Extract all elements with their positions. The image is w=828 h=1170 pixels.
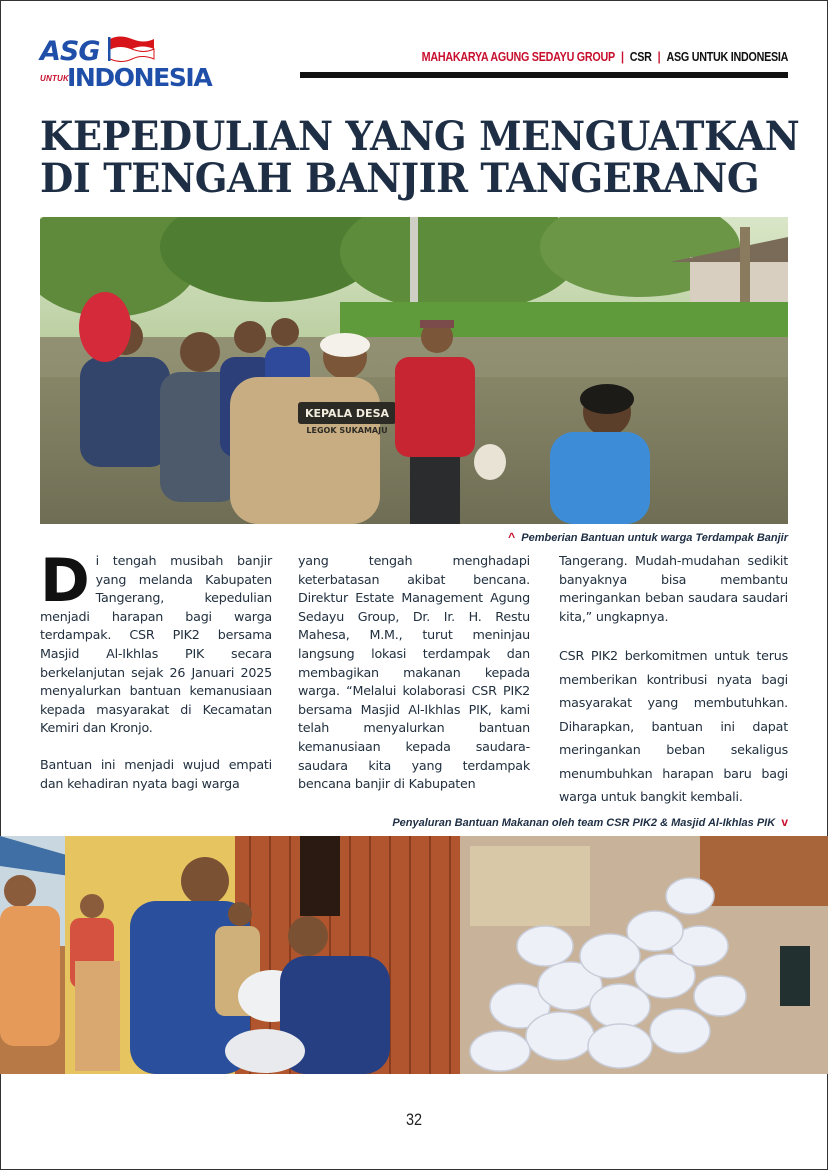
- paragraph-1: i tengah musibah banjir yang melanda Kabupaten Tangerang, kepedulian menjadi harapan bagi warga terdampak. CSR PIK2 bersama Masjid Al-Ikhlas PIK secara berkelanjutan sejak 26 Januari 2025 menyalurkan bantuan kemanusiaan kepada masyarakat di Kecamatan Kemiri dan Kronjo.: [40, 553, 272, 736]
- photo2-caption: [392, 815, 788, 829]
- article-column-3: [559, 552, 788, 827]
- article-column-1: [40, 546, 272, 811]
- paragraph-5: CSR PIK2 berkomitmen untuk terus memberikan kontribusi nyata bagi masyarakat yang membutuhkan. Diharapkan, bantuan ini dapat meringankan beban sekaligus menumbuhkan harapan baru bagi warga untuk bangkit kembali.: [559, 648, 788, 805]
- title-line-1: KEPEDULIAN YANG MENGUATKAN: [40, 113, 800, 160]
- article-title: [40, 113, 800, 202]
- caret-down-icon: v: [781, 815, 788, 829]
- vest-label-line-1: KEPALA DESA: [304, 407, 390, 420]
- logo-asg-text: ASG: [40, 36, 100, 67]
- header-rule: [300, 72, 788, 78]
- flag-icon: [106, 34, 156, 62]
- header-section: ASG UNTUK INDONESIA: [666, 50, 788, 64]
- paragraph-2: Bantuan ini menjadi wujud empati dan kehadiran nyata bagi warga: [40, 756, 272, 791]
- header-group: MAHAKARYA AGUNG SEDAYU GROUP: [421, 50, 615, 64]
- header-breadcrumb: [421, 50, 788, 64]
- drop-cap: D: [40, 546, 90, 616]
- flood-aid-photo: [40, 217, 788, 524]
- photo1-caption: [508, 530, 788, 544]
- asg-untuk-indonesia-logo: [40, 34, 212, 96]
- header-separator: |: [620, 50, 624, 64]
- article-paragraph: [40, 546, 272, 738]
- logo-untuk-text: UNTUK: [40, 74, 69, 83]
- photo2-caption-text: Penyaluran Bantuan Makanan oleh team CSR PIK2 & Masjid Al-Ikhlas PIK: [392, 817, 776, 829]
- article-column-2: [298, 552, 530, 812]
- caret-up-icon: ^: [508, 530, 516, 544]
- paragraph-4: Tangerang. Mudah-mudahan sedikit banyaknya bisa membantu meringankan beban saudara saudari kita,” ungkapnya.: [559, 553, 788, 624]
- paragraph-3: yang tengah menghadapi keterbatasan akibat bencana. Direktur Estate Management Agung Sedayu Group, Dr. Ir. H. Restu Mahesa, M.M., turut meninjau langsung lokasi terdampak dan membagikan makanan kepada warga. “Melalui kolaborasi CSR PIK2 bersama Masjid Al-Ikhlas PIK, kami telah menyalurkan bantuan kemanusiaan kepada saudara-saudara kita yang terdampak bencana banjir di Kabupaten: [298, 553, 530, 792]
- title-line-2: DI TENGAH BANJIR TANGERANG: [40, 155, 760, 202]
- vest-label-line-2: LEGOK SUKAMAJU: [306, 426, 388, 435]
- food-aid-photo: [0, 836, 828, 1074]
- header-separator: |: [657, 50, 661, 64]
- page-number: 32: [405, 1110, 423, 1129]
- header-csr: CSR: [629, 50, 652, 64]
- photo1-caption-text: Pemberian Bantuan untuk warga Terdampak Banjir: [521, 532, 788, 544]
- logo-indonesia-text: INDONESIA: [67, 63, 212, 92]
